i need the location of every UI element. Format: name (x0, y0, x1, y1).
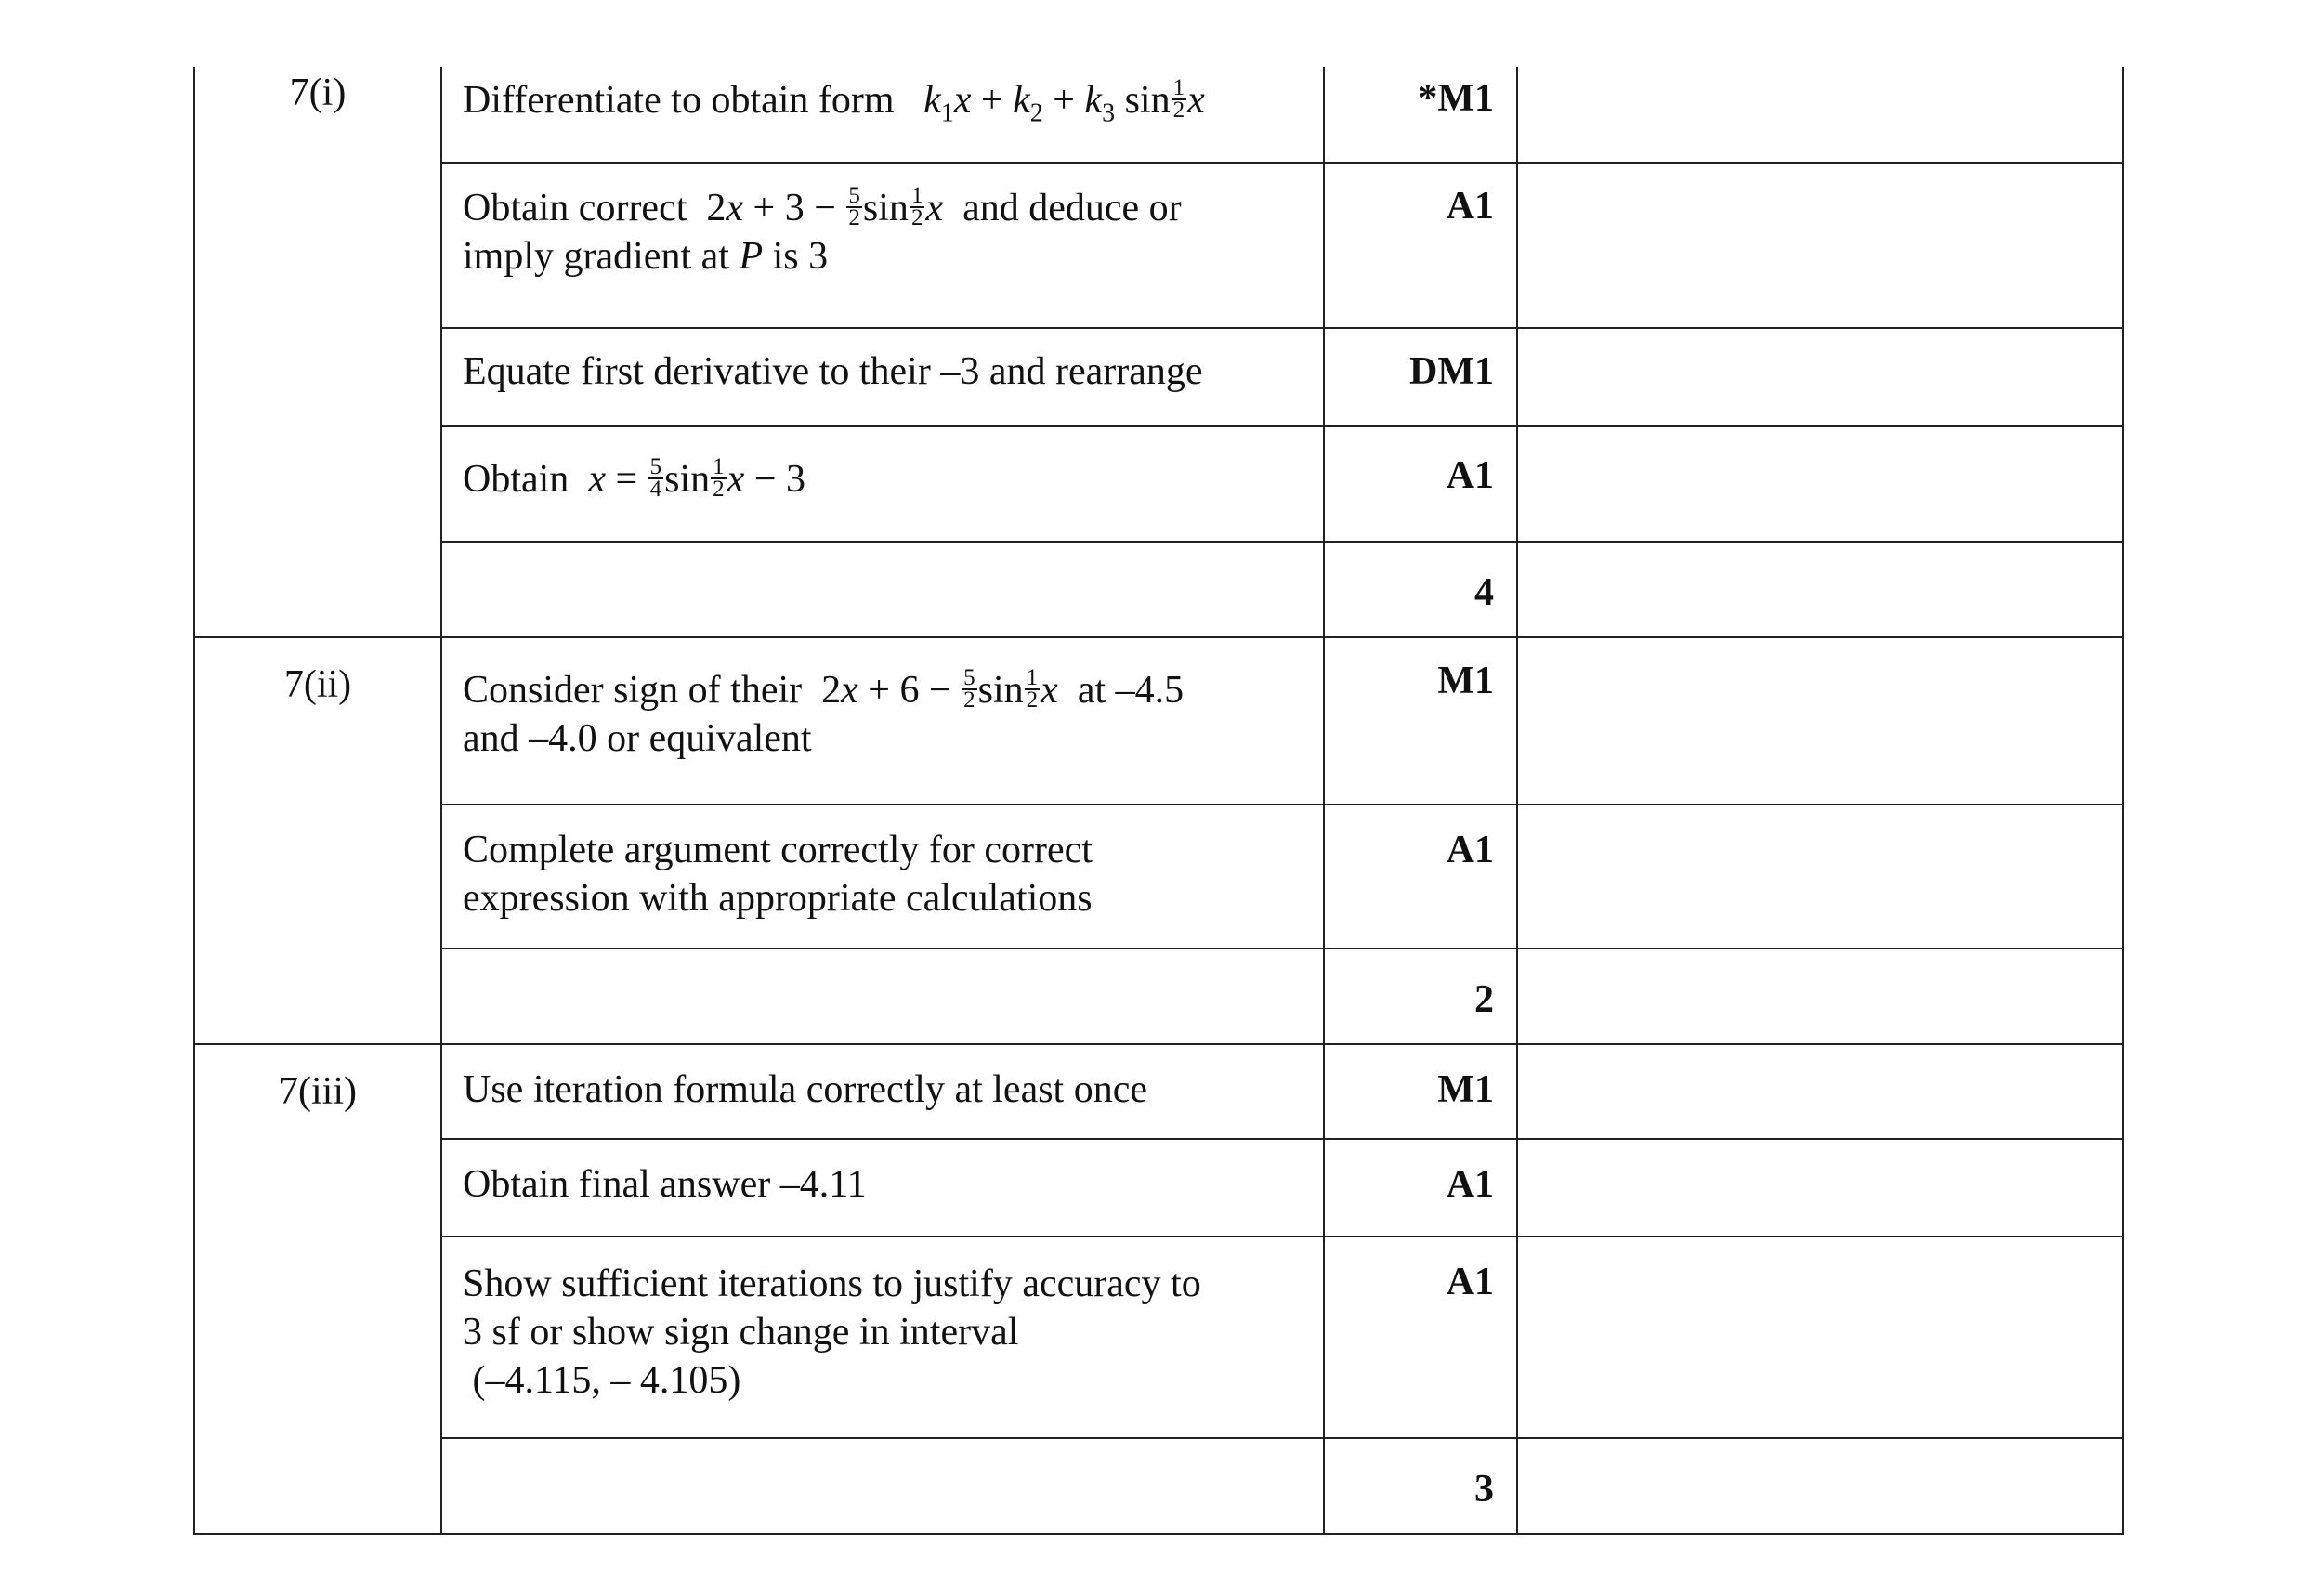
guidance-cell (1517, 426, 2123, 542)
mark-cell (1324, 637, 1517, 805)
mark-cell (1324, 163, 1517, 328)
table-row (194, 163, 2123, 328)
table-row (194, 1044, 2123, 1139)
table-row (194, 1139, 2123, 1236)
table-row (194, 542, 2123, 637)
answer-cell (441, 163, 1324, 328)
table-row (194, 67, 2123, 163)
question-number: 7(i) (289, 72, 347, 114)
mark-total: 4 (1474, 571, 1494, 614)
answer-text: Obtain (463, 458, 569, 501)
guidance-cell (1517, 1438, 2123, 1534)
answer-text: imply gradient at (463, 235, 729, 279)
answer-text: Use iteration formula correctly at least once (463, 1068, 1148, 1111)
answer-cell (441, 426, 1324, 542)
mark-cell (1324, 67, 1517, 163)
answer-cell (441, 328, 1324, 426)
mark-code: A1 (1446, 1163, 1494, 1206)
answer-text: at –4.5 (1077, 669, 1185, 712)
answer-cell (441, 1236, 1324, 1438)
mark-code: M1 (1437, 660, 1494, 702)
guidance-cell (1517, 805, 2123, 948)
table-row (194, 948, 2123, 1044)
mark-cell (1324, 1139, 1517, 1236)
mark-total: 3 (1474, 1468, 1494, 1511)
answer-cell (441, 948, 1324, 1044)
answer-text: Differentiate to obtain form (463, 79, 895, 122)
guidance-cell (1517, 328, 2123, 426)
mark-total-cell (1324, 948, 1517, 1044)
mark-code: A1 (1446, 454, 1494, 497)
guidance-cell (1517, 1236, 2123, 1438)
table-row (194, 805, 2123, 948)
answer-text: Equate first derivative to their –3 and rearrange (463, 350, 1203, 393)
mark-code: A1 (1446, 1261, 1494, 1303)
mark-total: 2 (1474, 978, 1494, 1021)
mark-cell (1324, 1236, 1517, 1438)
guidance-cell (1517, 1044, 2123, 1139)
guidance-cell (1517, 163, 2123, 328)
answer-text: expression with appropriate calculations (463, 877, 1093, 920)
answer-text: Obtain correct (463, 187, 687, 229)
answer-text: is 3 (772, 235, 829, 279)
table-row (194, 1236, 2123, 1438)
answer-cell (441, 805, 1324, 948)
interval-text: (–4.115, – 4.105) (472, 1359, 741, 1402)
mark-code: DM1 (1409, 350, 1494, 393)
point-label: P (739, 235, 764, 279)
mark-code: A1 (1446, 829, 1494, 871)
table-row (194, 426, 2123, 542)
guidance-cell (1517, 67, 2123, 163)
answer-text: and deduce or (962, 187, 1182, 229)
math-expression: x = $\frac{5}{4}$ sin $\frac{1}{2}$ x − 3 (588, 454, 806, 503)
mark-scheme-table (193, 67, 2124, 1535)
answer-cell (441, 1438, 1324, 1534)
math-expression: 2x + 6 − $\frac{5}{2}$ sin $\frac{1}{2}$ x (811, 665, 1058, 713)
mark-code: M1 (1437, 1068, 1494, 1111)
mark-cell (1324, 328, 1517, 426)
guidance-cell (1517, 637, 2123, 805)
question-number-cell (194, 637, 441, 1044)
math-expression: 2x + 3 − $\frac{5}{2}$ sin $\frac{1}{2}$ x (696, 183, 944, 231)
table-row (194, 1438, 2123, 1534)
answer-text: Complete argument correctly for correct (463, 829, 1093, 871)
answer-text: 3 sf or show sign change in interval (463, 1311, 1019, 1354)
math-expression: $k_1x + k_2 + k_3$ sin $\frac{1}{2}$ x (923, 75, 1205, 128)
guidance-cell (1517, 1139, 2123, 1236)
mark-total-cell (1324, 1438, 1517, 1534)
question-number: 7(iii) (279, 1070, 357, 1113)
answer-cell (441, 1044, 1324, 1139)
mark-cell (1324, 1044, 1517, 1139)
answer-text: Consider sign of their (463, 669, 803, 712)
table-row (194, 637, 2123, 805)
answer-text: Obtain final answer –4.11 (463, 1163, 867, 1206)
mark-cell (1324, 426, 1517, 542)
answer-cell (441, 1139, 1324, 1236)
guidance-cell (1517, 542, 2123, 637)
question-number: 7(ii) (283, 663, 352, 706)
mark-total-cell (1324, 542, 1517, 637)
mark-code: A1 (1446, 185, 1494, 228)
mark-cell (1324, 805, 1517, 948)
mark-code: *M1 (1418, 77, 1494, 120)
question-number-cell (194, 67, 441, 637)
table-row (194, 328, 2123, 426)
guidance-cell (1517, 948, 2123, 1044)
answer-text: Show sufficient iterations to justify accuracy to (463, 1262, 1201, 1305)
answer-text: and –4.0 or equivalent (463, 717, 812, 761)
answer-cell (441, 67, 1324, 163)
question-number-cell (194, 1044, 441, 1534)
answer-cell (441, 637, 1324, 805)
answer-cell (441, 542, 1324, 637)
